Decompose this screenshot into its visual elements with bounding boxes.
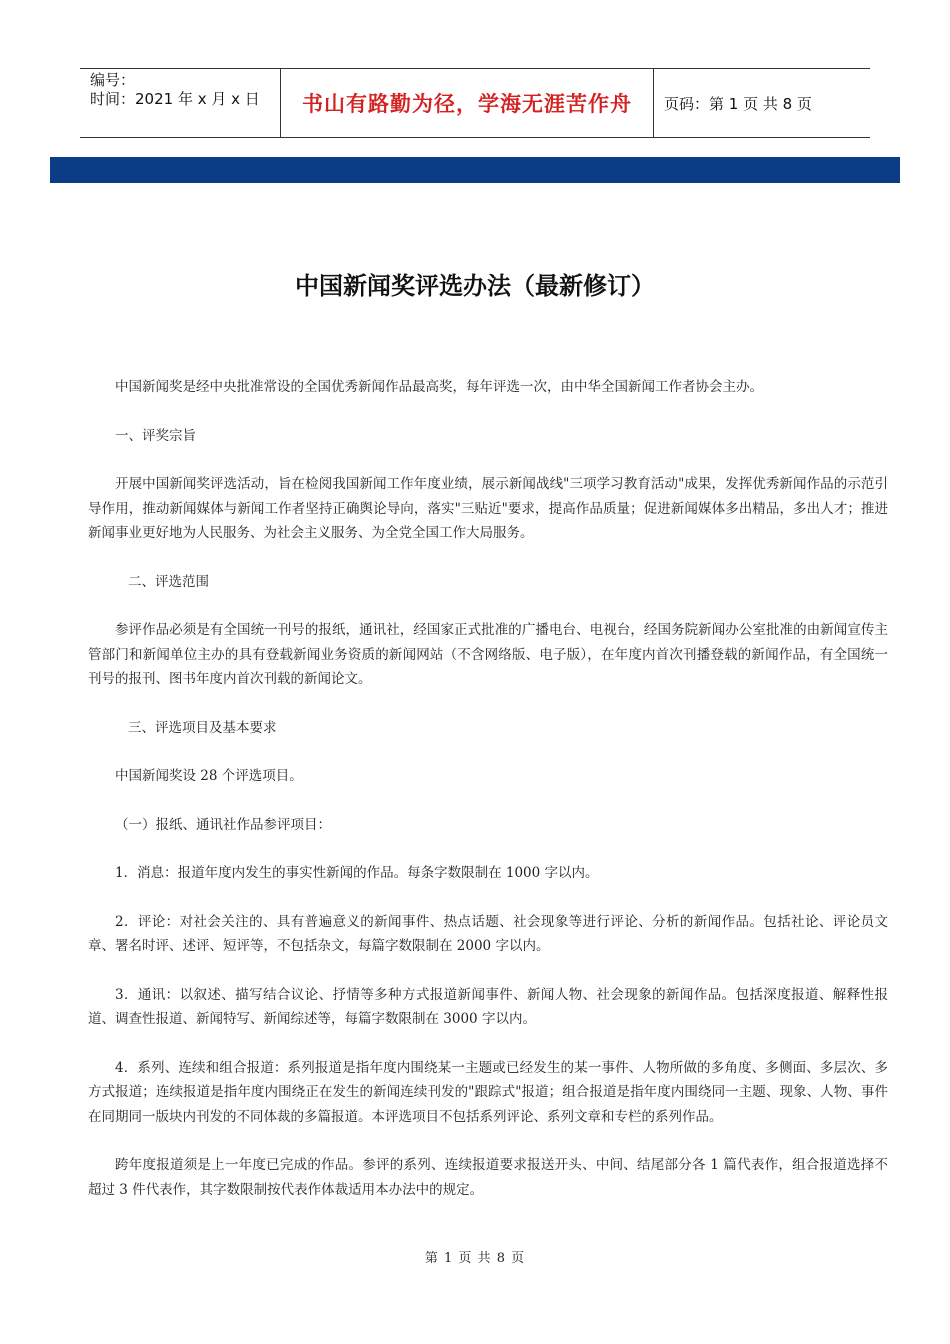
- document-header: [80, 68, 870, 138]
- section-heading-items: 三、评选项目及基本要求: [128, 719, 277, 736]
- subsection-heading-newspaper: （一）报纸、通讯社作品参评项目：: [115, 816, 331, 833]
- paragraph-item-2: 2．评论：对社会关注的、具有普遍意义的新闻事件、热点话题、社会现象等进行评论、分析的新闻作品。包括社论、评论员文章、署名时评、述评、短评等，不包括杂文，每篇字数限制在 2000 字以内。: [88, 913, 888, 954]
- paragraph-item-3: 3．通讯：以叙述、描写结合议论、抒情等多种方式报道新闻事件、新闻人物、社会现象的新闻作品。包括深度报道、解释性报道、调查性报道、新闻特写、新闻综述等，每篇字数限制在 3000 字以内。: [88, 986, 888, 1027]
- paragraph-purpose: 开展中国新闻奖评选活动，旨在检阅我国新闻工作年度业绩，展示新闻战线"三项学习教育活动"成果，发挥优秀新闻作品的示范引导作用，推动新闻媒体与新闻工作者坚持正确舆论导向，落实"三贴近"要求，提高作品质量；促进新闻媒体多出精品，多出人才；推进新闻事业更好地为人民服务、为社会主义服务、为全党全国工作大局服务。: [88, 476, 888, 541]
- section-heading-purpose: 一、评奖宗旨: [115, 427, 196, 444]
- page-footer: 第 1 页 共 8 页: [424, 1251, 526, 1266]
- paragraph-cross-year: 跨年度报道须是上一年度已完成的作品。参评的系列、连续报道要求报送开头、中间、结尾部分各 1 篇代表作，组合报道选择不超过 3 件代表作，其字数限制按代表作体裁适用本办法中的规定。: [88, 1157, 888, 1198]
- paragraph-item-1: 1．消息：报道年度内发生的事实性新闻的作品。每条字数限制在 1000 字以内。: [115, 865, 599, 881]
- paragraph-intro: 中国新闻奖是经中央批准常设的全国优秀新闻作品最高奖，每年评选一次，由中华全国新闻工作者协会主办。: [115, 379, 763, 395]
- document-body: [88, 375, 888, 1226]
- header-page-label: 页码：第 1 页 共 8 页: [664, 94, 812, 113]
- document-title: 中国新闻奖评选办法（最新修订）: [295, 272, 655, 300]
- header-meta: [80, 69, 281, 137]
- section-heading-scope: 二、评选范围: [128, 573, 209, 590]
- header-motto: 书山有路勤为径，学海无涯苦作舟: [281, 69, 654, 137]
- paragraph-scope: 参评作品必须是有全国统一刊号的报纸，通讯社，经国家正式批准的广播电台、电视台，经国务院新闻办公室批准的由新闻宣传主管部门和新闻单位主办的具有登载新闻业务资质的新闻网站（不含网络版、电子版），在年度内首次刊播登载的新闻作品，有全国统一刊号的报刊、图书年度内首次刊载的新闻论文。: [88, 622, 888, 687]
- paragraph-items-count: 中国新闻奖设 28 个评选项目。: [115, 768, 303, 784]
- number-label: 编号：: [90, 71, 136, 89]
- time-label: 时间：2021 年 x 月 x 日: [90, 90, 260, 108]
- paragraph-item-4: 4．系列、连续和组合报道：系列报道是指年度内围绕某一主题或已经发生的某一事件、人物所做的多角度、多侧面、多层次、多方式报道；连续报道是指年度内围绕正在发生的新闻连续刊发的"跟踪式"报道；组合报道是指年度内围绕同一主题、现象、人物、事件在同期同一版块内刊发的不同体裁的多篇报道。本评选项目不包括系列评论、系列文章和专栏的系列作品。: [88, 1059, 888, 1125]
- accent-bar: [50, 157, 900, 183]
